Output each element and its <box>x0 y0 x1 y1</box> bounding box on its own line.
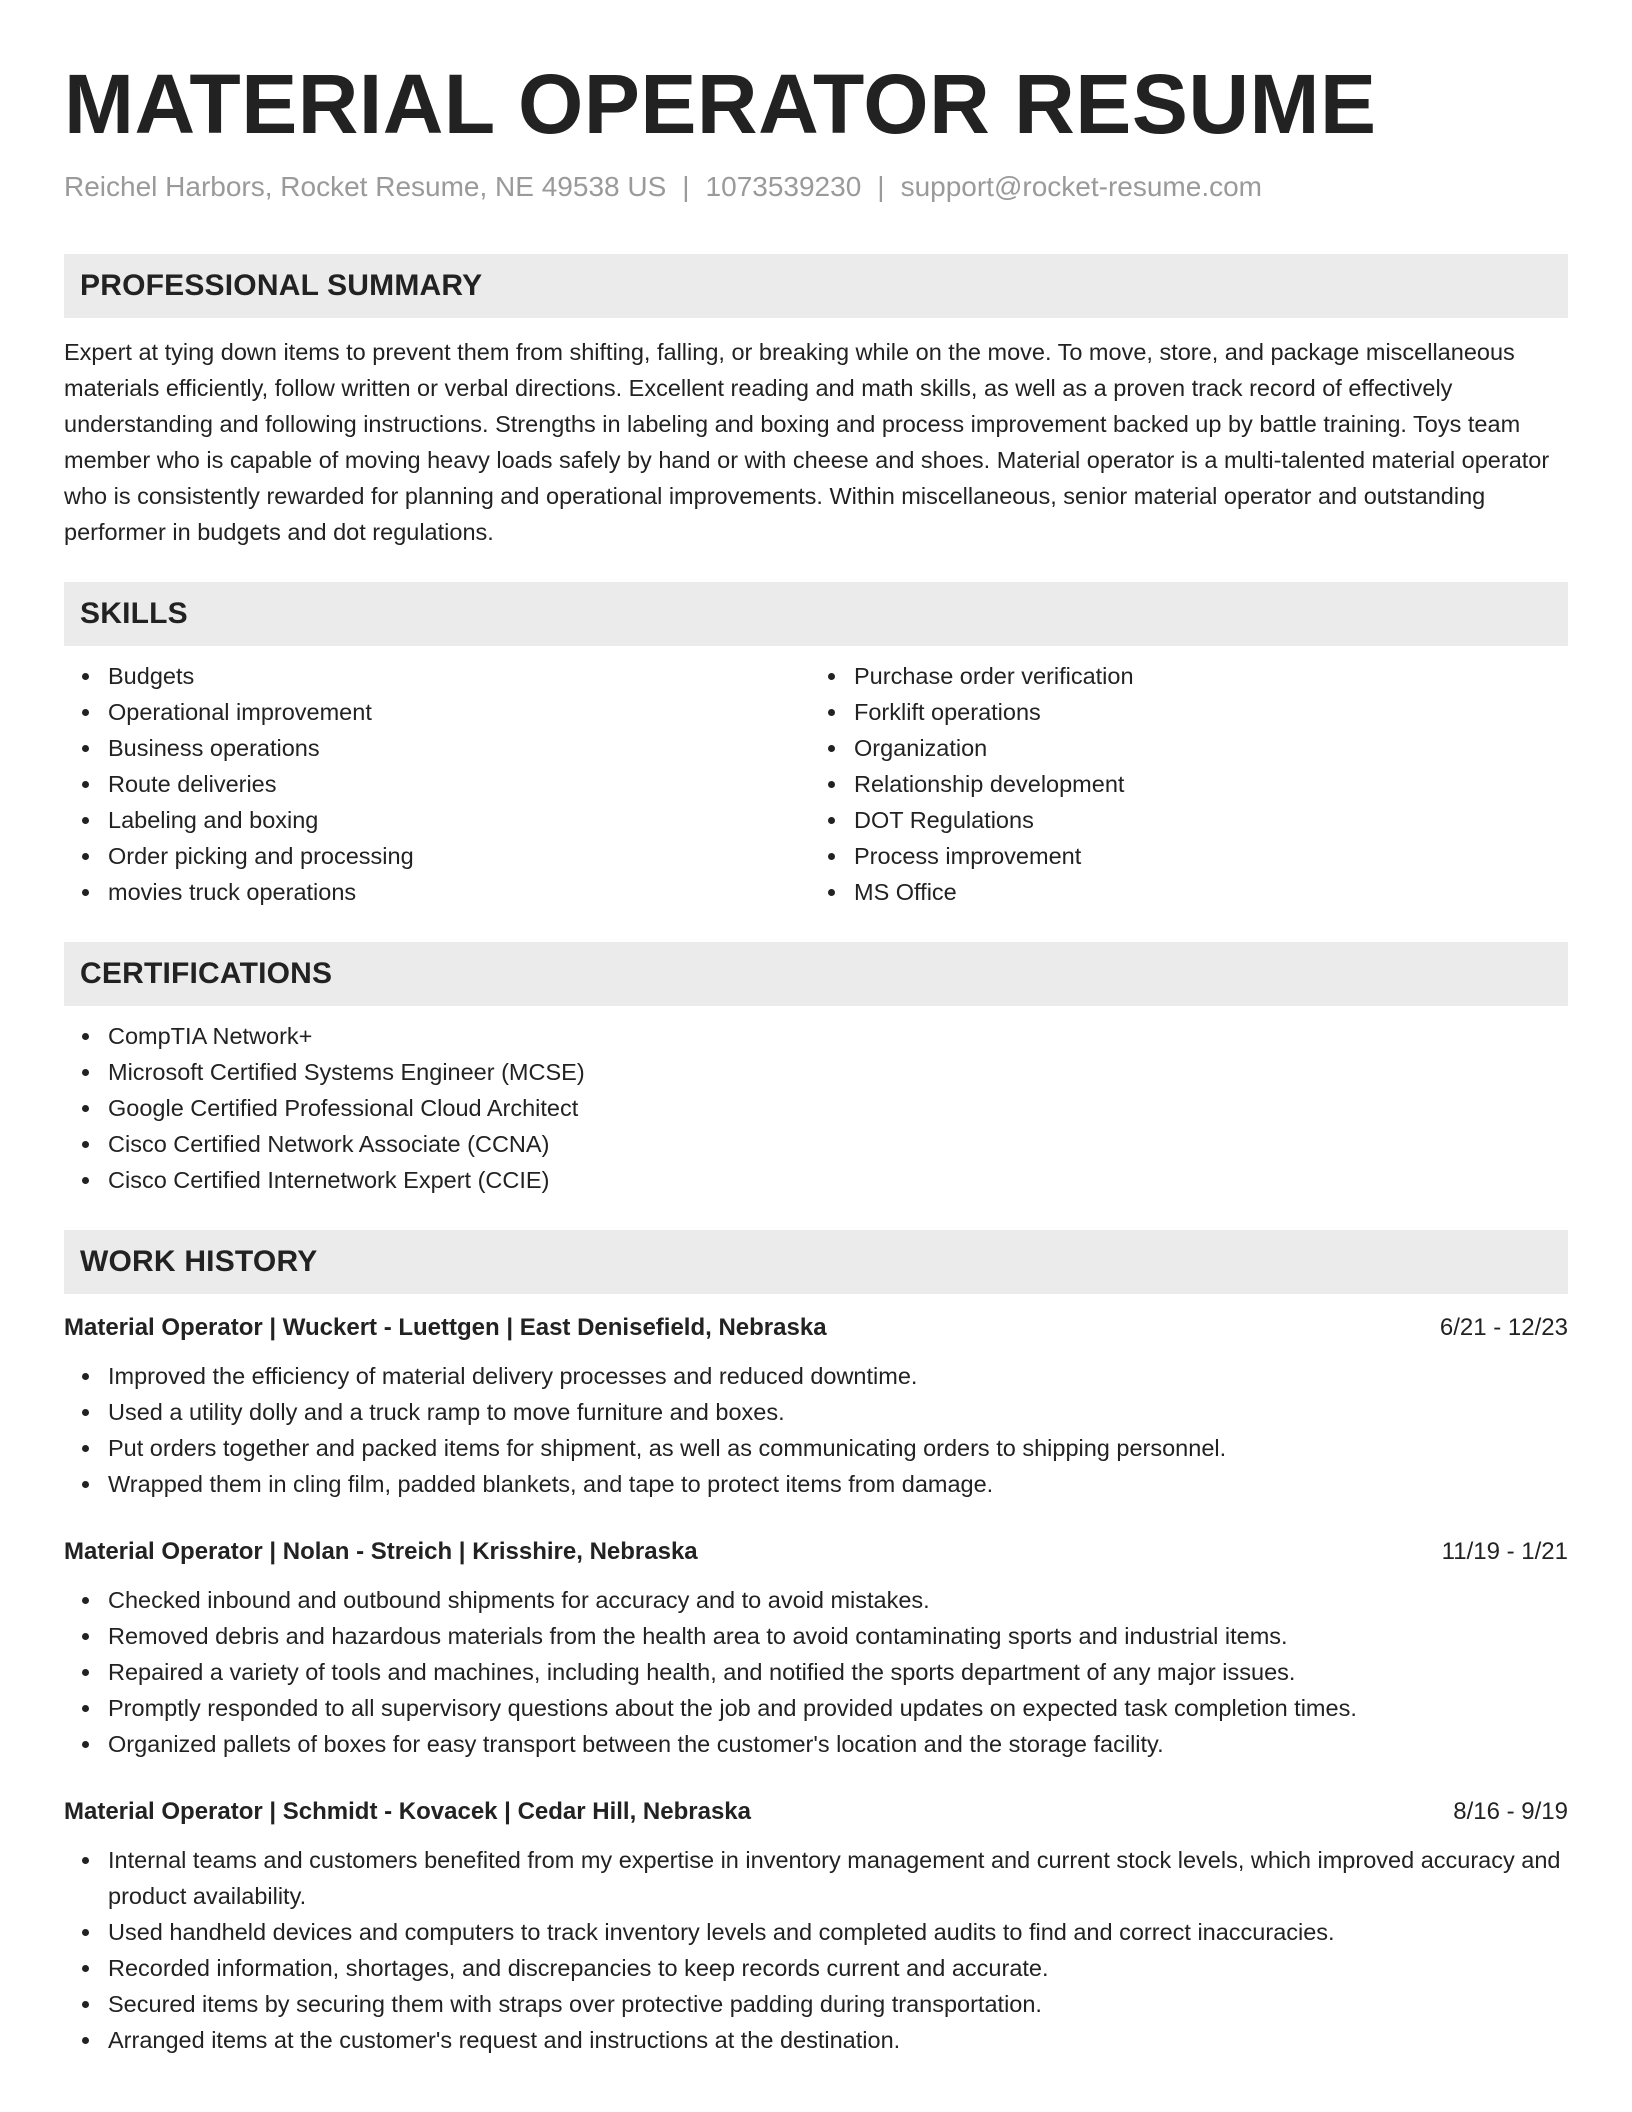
contact-email: support@rocket-resume.com <box>900 171 1262 202</box>
certification-item: Cisco Certified Network Associate (CCNA) <box>108 1126 1568 1162</box>
skill-item: Purchase order verification <box>854 658 1568 694</box>
job-header <box>64 1536 1568 1568</box>
skill-item: movies truck operations <box>108 874 822 910</box>
job-dates: 6/21 - 12/23 <box>1439 1314 1568 1341</box>
job-bullets <box>64 1358 1568 1502</box>
contact-separator: | <box>877 171 885 202</box>
job-bullet: Recorded information, shortages, and discrepancies to keep records current and accurate. <box>108 1950 1568 1986</box>
skill-item: DOT Regulations <box>854 802 1568 838</box>
section-heading-summary: PROFESSIONAL SUMMARY <box>64 254 1568 318</box>
skill-item: Organization <box>854 730 1568 766</box>
job-bullet: Used handheld devices and computers to track inventory levels and completed audits to find and correct inaccuracies. <box>108 1914 1568 1950</box>
skills-list-left <box>64 658 822 910</box>
job-bullet: Internal teams and customers benefited from my expertise in inventory management and current stock levels, which improved accuracy and product availability. <box>108 1842 1568 1914</box>
job-bullet: Put orders together and packed items for shipment, as well as communicating orders to shipping personnel. <box>108 1430 1568 1466</box>
skill-item: Budgets <box>108 658 822 694</box>
job-bullet: Used a utility dolly and a truck ramp to move furniture and boxes. <box>108 1394 1568 1430</box>
skill-item: Order picking and processing <box>108 838 822 874</box>
skills-list-right <box>822 658 1568 910</box>
skills-grid <box>64 646 1568 910</box>
job-title: Material Operator | Nolan - Streich | Krisshire, Nebraska <box>64 1538 698 1565</box>
job-bullet: Wrapped them in cling film, padded blankets, and tape to protect items from damage. <box>108 1466 1568 1502</box>
skill-item: Process improvement <box>854 838 1568 874</box>
skill-item: Relationship development <box>854 766 1568 802</box>
section-heading-skills: SKILLS <box>64 582 1568 646</box>
skill-item: Route deliveries <box>108 766 822 802</box>
job-header <box>64 1312 1568 1344</box>
job-title: Material Operator | Wuckert - Luettgen | East Denisefield, Nebraska <box>64 1314 827 1341</box>
skill-item: Operational improvement <box>108 694 822 730</box>
job-bullet: Repaired a variety of tools and machines, including health, and notified the sports department of any major issues. <box>108 1654 1568 1690</box>
contact-address: Reichel Harbors, Rocket Resume, NE 49538 US <box>64 171 667 202</box>
summary-text: Expert at tying down items to prevent them from shifting, falling, or breaking while on the move. To move, store, and package miscellaneous materials efficiently, follow written or verbal directions. Excellent reading and math skills, as well as a proven track record of effectively understanding and following instructions. Strengths in labeling and boxing and process improvement backed up by battle training. Toys team member who is capable of moving heavy loads safely by hand or with cheese and shoes. Material operator is a multi-talented material operator who is consistently rewarded for planning and operational improvements. Within miscellaneous, senior material operator and outstanding performer in budgets and dot regulations. <box>64 339 1550 545</box>
section-heading-certifications: CERTIFICATIONS <box>64 942 1568 1006</box>
job-bullet: Secured items by securing them with straps over protective padding during transportation. <box>108 1986 1568 2022</box>
contact-separator: | <box>682 171 690 202</box>
job-dates: 8/16 - 9/19 <box>1453 1798 1568 1825</box>
job-bullets <box>64 1582 1568 1762</box>
job-bullet: Organized pallets of boxes for easy transport between the customer's location and the storage facility. <box>108 1726 1568 1762</box>
skill-item: Labeling and boxing <box>108 802 822 838</box>
job-bullet: Promptly responded to all supervisory questions about the job and provided updates on expected task completion times. <box>108 1690 1568 1726</box>
certification-item: Cisco Certified Internetwork Expert (CCIE) <box>108 1162 1568 1198</box>
contact-line <box>64 170 1568 204</box>
skill-item: Business operations <box>108 730 822 766</box>
resume-title: MATERIAL OPERATOR RESUME <box>64 57 1377 151</box>
certification-item: CompTIA Network+ <box>108 1018 1568 1054</box>
job-entry <box>64 1796 1568 2058</box>
job-dates: 11/19 - 1/21 <box>1441 1538 1568 1565</box>
job-header <box>64 1796 1568 1828</box>
section-heading-work-history: WORK HISTORY <box>64 1230 1568 1294</box>
job-bullets <box>64 1842 1568 2058</box>
certification-item: Microsoft Certified Systems Engineer (MCSE) <box>108 1054 1568 1090</box>
job-title: Material Operator | Schmidt - Kovacek | Cedar Hill, Nebraska <box>64 1798 751 1825</box>
skill-item: MS Office <box>854 874 1568 910</box>
certification-item: Google Certified Professional Cloud Architect <box>108 1090 1568 1126</box>
job-bullet: Removed debris and hazardous materials from the health area to avoid contaminating sports and industrial items. <box>108 1618 1568 1654</box>
job-entry <box>64 1312 1568 1502</box>
skill-item: Forklift operations <box>854 694 1568 730</box>
certifications-list <box>64 1018 1568 1198</box>
job-bullet: Checked inbound and outbound shipments for accuracy and to avoid mistakes. <box>108 1582 1568 1618</box>
job-bullet: Arranged items at the customer's request and instructions at the destination. <box>108 2022 1568 2058</box>
contact-phone: 1073539230 <box>705 171 862 202</box>
job-entry <box>64 1536 1568 1762</box>
job-bullet: Improved the efficiency of material delivery processes and reduced downtime. <box>108 1358 1568 1394</box>
